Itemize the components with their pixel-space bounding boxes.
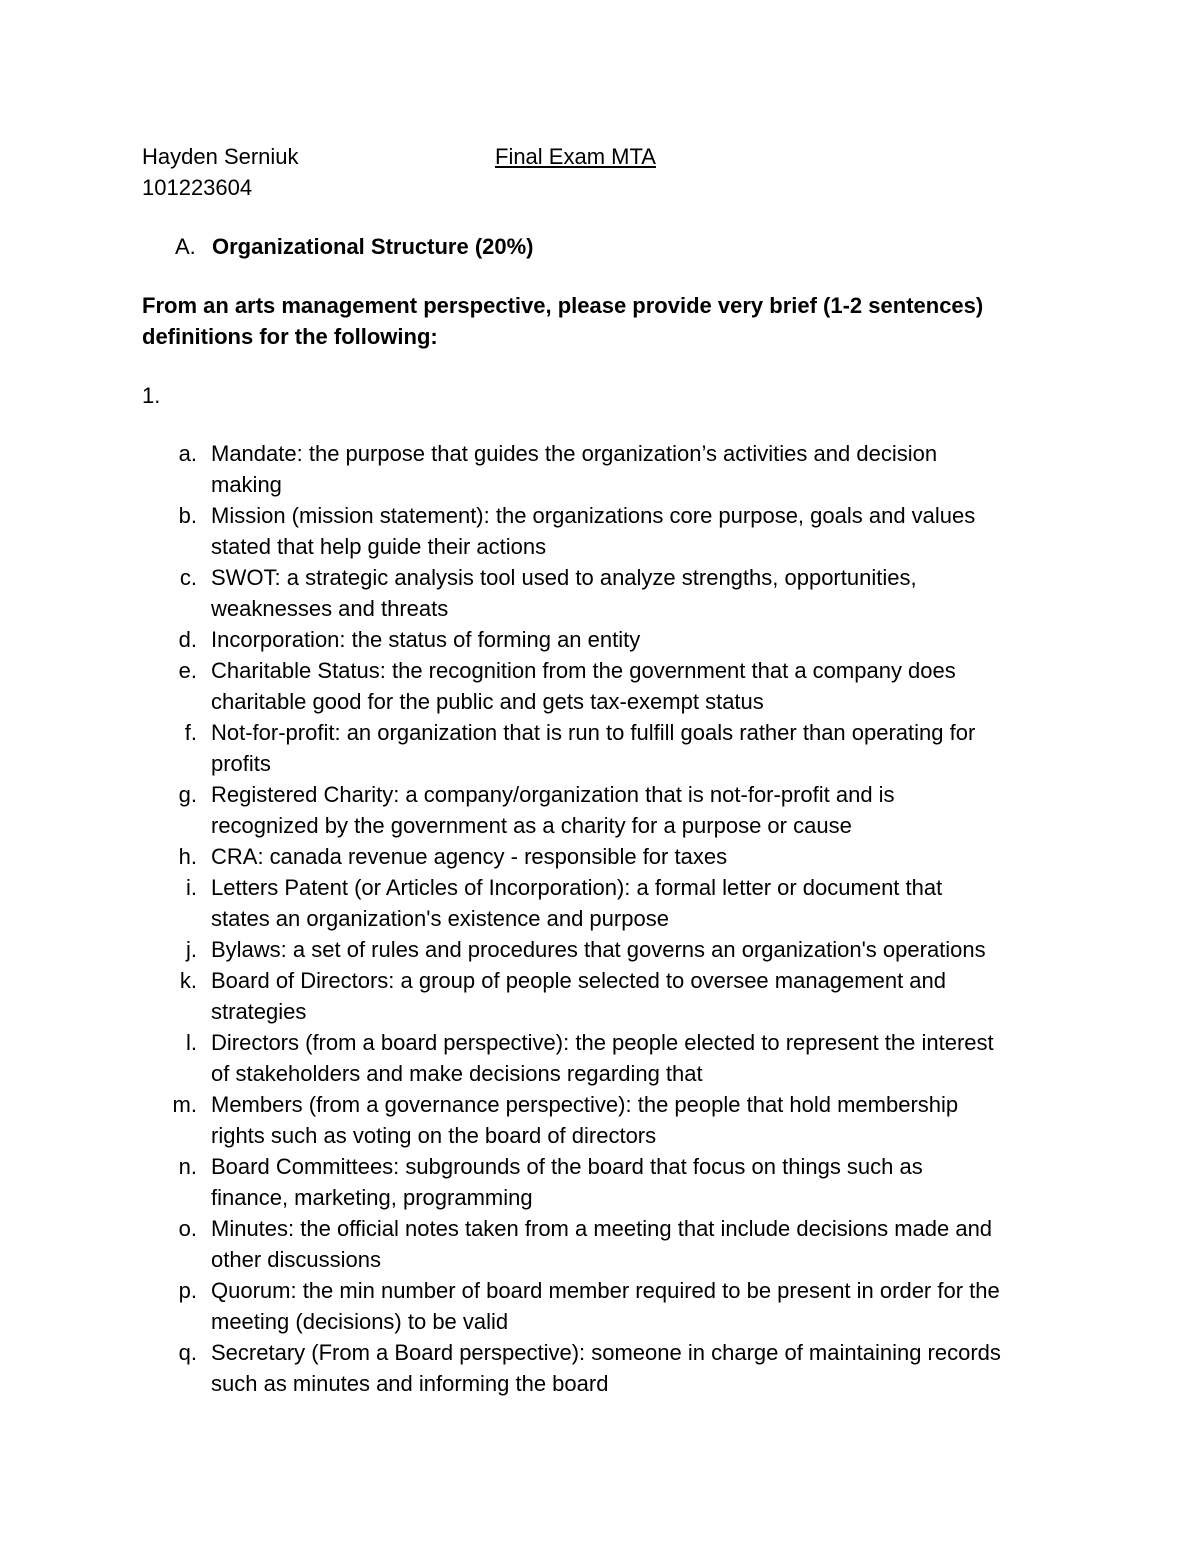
definition-item: [0, 1337, 1200, 1399]
definition-text-line: stated that help guide their actions: [211, 534, 547, 559]
definition-marker: n.: [178, 1154, 197, 1179]
definition-item: [0, 779, 1200, 841]
document-title: Final Exam MTA: [495, 144, 656, 169]
definition-text-line: SWOT: a strategic analysis tool used to analyze strengths, opportunities,: [211, 565, 917, 590]
definition-item: [0, 562, 1200, 624]
definition-item: [0, 965, 1200, 1027]
definition-marker: p.: [178, 1278, 197, 1303]
definition-item: [0, 1275, 1200, 1337]
definition-text-line: states an organization's existence and purpose: [211, 906, 669, 931]
definition-text-line: Board Committees: subgrounds of the board that focus on things such as: [211, 1154, 923, 1179]
definition-text-line: Quorum: the min number of board member required to be present in order for the: [211, 1278, 1000, 1303]
definition-marker: h.: [178, 844, 197, 869]
definition-marker: i.: [186, 875, 197, 900]
definition-text-line: recognized by the government as a charity for a purpose or cause: [211, 813, 852, 838]
definition-text-line: Charitable Status: the recognition from the government that a company does: [211, 658, 956, 683]
definition-text-line: such as minutes and informing the board: [211, 1371, 609, 1396]
definition-text-line: CRA: canada revenue agency - responsible for taxes: [211, 844, 728, 869]
definition-item: [0, 438, 1200, 500]
definition-text-line: Secretary (From a Board perspective): someone in charge of maintaining records: [211, 1340, 1001, 1365]
definition-text-line: meeting (decisions) to be valid: [211, 1309, 509, 1334]
definition-item: [0, 841, 1200, 872]
definition-marker: d.: [178, 627, 197, 652]
definition-item: [0, 655, 1200, 717]
definition-text-line: charitable good for the public and gets tax-exempt status: [211, 689, 764, 714]
student-id: 101223604: [142, 175, 253, 200]
definition-text-line: Letters Patent (or Articles of Incorporation): a formal letter or document that: [211, 875, 943, 900]
instructions-line: definitions for the following:: [142, 324, 438, 349]
definition-text-line: Mission (mission statement): the organizations core purpose, goals and values: [211, 503, 976, 528]
definition-marker: c.: [179, 565, 197, 590]
definition-item: [0, 1089, 1200, 1151]
definition-item: [0, 934, 1200, 965]
definition-text-line: Not-for-profit: an organization that is run to fulfill goals rather than operating for: [211, 720, 976, 745]
definition-marker: m.: [172, 1092, 197, 1117]
definition-text-line: strategies: [211, 999, 307, 1024]
definition-item: [0, 1213, 1200, 1275]
author-name: Hayden Serniuk: [142, 144, 299, 169]
definition-item: [0, 1027, 1200, 1089]
definition-marker: g.: [178, 782, 197, 807]
instructions-line: From an arts management perspective, please provide very brief (1-2 sentences): [142, 293, 984, 318]
definition-item: [0, 500, 1200, 562]
definition-item: [0, 872, 1200, 934]
definition-item: [0, 717, 1200, 779]
definition-marker: b.: [178, 503, 197, 528]
definition-text-line: Bylaws: a set of rules and procedures that governs an organization's operations: [211, 937, 986, 962]
definition-marker: f.: [184, 720, 197, 745]
definition-text-line: Mandate: the purpose that guides the organization’s activities and decision: [211, 441, 938, 466]
definition-text-line: other discussions: [211, 1247, 381, 1272]
definition-marker: e.: [178, 658, 197, 683]
definition-item: [0, 1151, 1200, 1213]
definition-text-line: finance, marketing, programming: [211, 1185, 533, 1210]
definition-text-line: Incorporation: the status of forming an entity: [211, 627, 641, 652]
definition-marker: l.: [186, 1030, 197, 1055]
definition-marker: j.: [186, 937, 197, 962]
section-marker: A.: [175, 234, 196, 259]
question-number: 1.: [142, 383, 161, 408]
definition-text-line: Minutes: the official notes taken from a meeting that include decisions made and: [211, 1216, 993, 1241]
definition-text-line: Board of Directors: a group of people selected to oversee management and: [211, 968, 947, 993]
definition-text-line: Directors (from a board perspective): the people elected to represent the interest: [211, 1030, 994, 1055]
definition-text-line: rights such as voting on the board of directors: [211, 1123, 657, 1148]
definition-marker: o.: [178, 1216, 197, 1241]
definition-text-line: weaknesses and threats: [211, 596, 449, 621]
definition-marker: k.: [179, 968, 197, 993]
section-title: Organizational Structure (20%): [212, 234, 534, 259]
instructions: [142, 290, 1072, 352]
definition-text-line: profits: [211, 751, 271, 776]
definition-text-line: making: [211, 472, 282, 497]
definition-text-line: of stakeholders and make decisions regarding that: [211, 1061, 703, 1086]
definition-item: [0, 624, 1200, 655]
definition-text-line: Registered Charity: a company/organization that is not-for-profit and is: [211, 782, 895, 807]
definitions-list: [0, 438, 1200, 1399]
definition-marker: a.: [178, 441, 197, 466]
definition-marker: q.: [178, 1340, 197, 1365]
definition-text-line: Members (from a governance perspective): the people that hold membership: [211, 1092, 959, 1117]
